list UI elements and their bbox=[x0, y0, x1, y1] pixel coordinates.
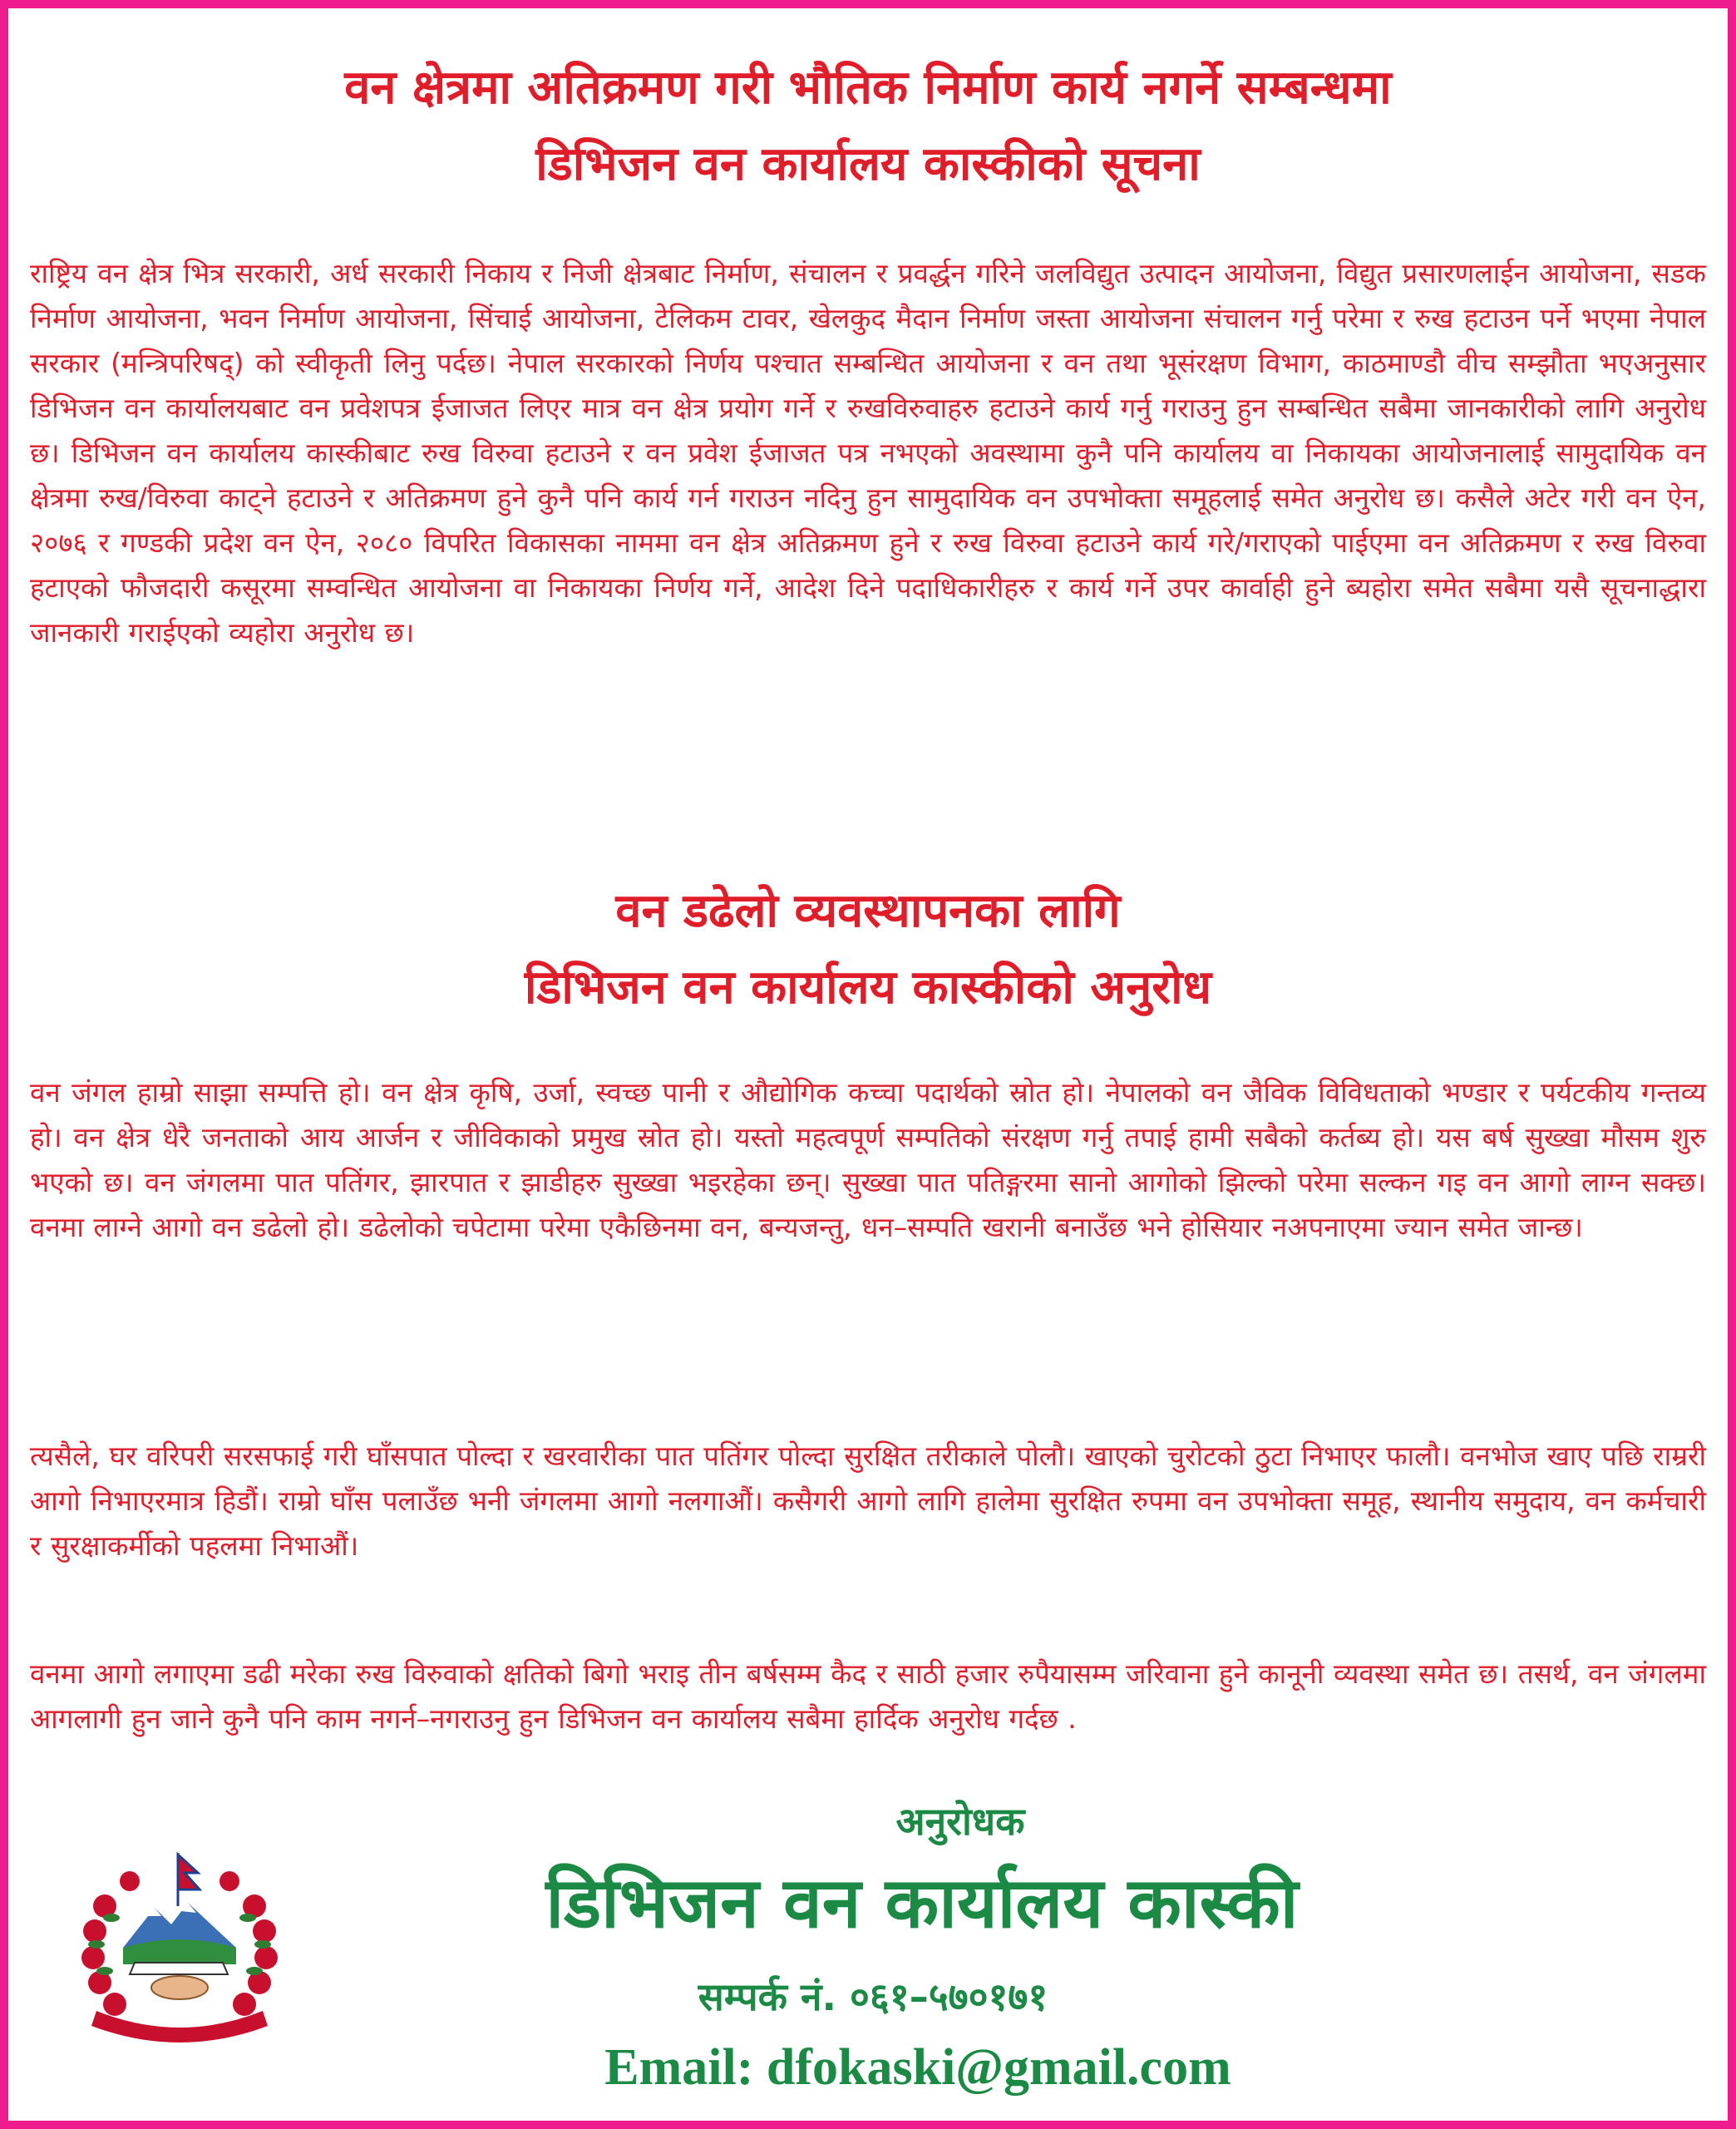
request-title-line1: वन डढेलो व्यवस्थापनका लागि bbox=[615, 884, 1121, 938]
requester-label: अनुरोधक bbox=[895, 1799, 1025, 1844]
nepal-national-emblem-icon bbox=[72, 1848, 288, 2044]
email-address: Email: dfokaski@gmail.com bbox=[604, 2039, 1231, 2096]
request-paragraph-1: वन जंगल हाम्रो साझा सम्पत्ति हो। वन क्षेत्र कृषि, उर्जा, स्वच्छ पानी र औद्योगिक कच्चा पदार्थको स्रोत हो। नेपालको वन जैविक विविधताको भण्डार र पर्यटकीय गन्तव्य हो। वन क्षेत्र धेरै जनताको आय आर्जन र जीविकाको प्रमुख स्रोत हो। यस्तो महत्वपूर्ण सम्पतिको संरक्षण गर्नु तपाई हामी सबैको कर्तब्य हो। यस बर्ष सुख्खा मौसम शुरु भएको छ। वन जंगलमा पात पतिंगर, झारपात र झाडीहरु सुख्खा भइरहेका छन्। सुख्खा पात पतिङ्गरमा सानो आगोको झिल्को परेमा सल्कन गइ वन आगो लाग्न सक्छ। वनमा लाग्ने आगो वन डढेलो हो। डढेलोको चपेटामा परेमा एकैछिनमा वन, बन्यजन्तु, धन–सम्पति खरानी बनाउँछ भने होसियार नअपनाएमा ज्यान समेत जान्छ। bbox=[30, 1076, 1706, 1243]
notice-heading bbox=[30, 50, 1706, 203]
request-title-line2: डिभिजन वन कार्यालय कास्कीको अनुरोध bbox=[524, 961, 1212, 1015]
notice-title-line1: वन क्षेत्रमा अतिक्रमण गरी भौतिक निर्माण कार्य नगर्ने सम्बन्धमा bbox=[344, 61, 1392, 115]
request-heading bbox=[30, 873, 1706, 1026]
notice-title-line2: डिभिजन वन कार्यालय कास्कीको सूचना bbox=[535, 137, 1201, 191]
contact-number: सम्पर्क नं. ०६१–५७०१७१ bbox=[698, 1974, 1048, 2019]
request-paragraph-2: त्यसैले, घर वरिपरी सरसफाई गरी घाँसपात पोल्दा र खरवारीका पात पतिंगर पोल्दा सुरक्षित तरीकाले पोलौ। खाएको चुरोटको ठुटा निभाएर फालौ। वनभोज खाए पछि राम्ररी आगो निभाएरमात्र हिडौं। राम्रो घाँस पलाउँछ भनी जंगलमा आगो नलगाऔं। कसैगरी आगो लागि हालेमा सुरक्षित रुपमा वन उपभोक्ता समूह, स्थानीय समुदाय, वन कर्मचारी र सुरक्षाकर्मीको पहलमा निभाऔं। bbox=[30, 1440, 1706, 1562]
notice-body: राष्ट्रिय वन क्षेत्र भित्र सरकारी, अर्ध सरकारी निकाय र निजी क्षेत्रबाट निर्माण, संचालन र प्रवर्द्धन गरिने जलविद्युत उत्पादन आयोजना, विद्युत प्रसारणलाईन आयोजना, सडक निर्माण आयोजना, भवन निर्माण आयोजना, सिंचाई आयोजना, टेलिकम टावर, खेलकुद मैदान निर्माण जस्ता आयोजना संचालन गर्नु परेमा र रुख हटाउन पर्ने भएमा नेपाल सरकार (मन्त्रिपरिषद्) को स्वीकृती लिनु पर्दछ। नेपाल सरकारको निर्णय पश्चात सम्बन्धित आयोजना र वन तथा भूसंरक्षण विभाग, काठमाण्डौ वीच सम्झौता भएअनुसार डिभिजन वन कार्यालयबाट वन प्रवेशपत्र ईजाजत लिएर मात्र वन क्षेत्र प्रयोग गर्ने र रुखविरुवाहरु हटाउने कार्य गर्नु गराउनु हुन सम्बन्धित सबैमा जानकारीको लागि अनुरोध छ। डिभिजन वन कार्यालय कास्कीबाट रुख विरुवा हटाउने र वन प्रवेश ईजाजत पत्र नभएको अवस्थामा कुनै पनि कार्यालय वा निकायका आयोजनालाई सामुदायिक वन क्षेत्रमा रुख/विरुवा काट्ने हटाउने र अतिक्रमण हुने कुनै पनि कार्य गर्न गराउन नदिनु हुन सामुदायिक वन उपभोक्ता समूहलाई समेत अनुरोध छ। कसैले अटेर गरी वन ऐन, २०७६ र गण्डकी प्रदेश वन ऐन, २०८० विपरित विकासका नाममा वन क्षेत्र अतिक्रमण हुने र रुख विरुवा हटाउने कार्य गरे/गराएको पाईएमा वन अतिक्रमण र रुख विरुवा हटाएको फौजदारी कसूरमा सम्वन्धित आयोजना वा निकायका निर्णय गर्ने, आदेश दिने पदाधिकारीहरु र कार्य गर्ने उपर कार्वाही हुने ब्यहोरा समेत सबैमा यसै सूचनाद्धारा जानकारी गराईएको व्यहोरा अनुरोध छ। bbox=[30, 257, 1706, 649]
request-paragraph-3: वनमा आगो लगाएमा डढी मरेका रुख विरुवाको क्षतिको बिगो भराइ तीन बर्षसम्म कैद र साठी हजार रुपैयासम्म जरिवाना हुने कानूनी व्यवस्था समेत छ। तसर्थ, वन जंगलमा आगलागी हुन जाने कुनै पनि काम नगर्न–नगराउनु हुन डिभिजन वन कार्यालय सबैमा हार्दिक अनुरोध गर्दछ . bbox=[30, 1657, 1706, 1735]
office-name: डिभिजन वन कार्यालय कास्की bbox=[545, 1862, 1299, 1944]
